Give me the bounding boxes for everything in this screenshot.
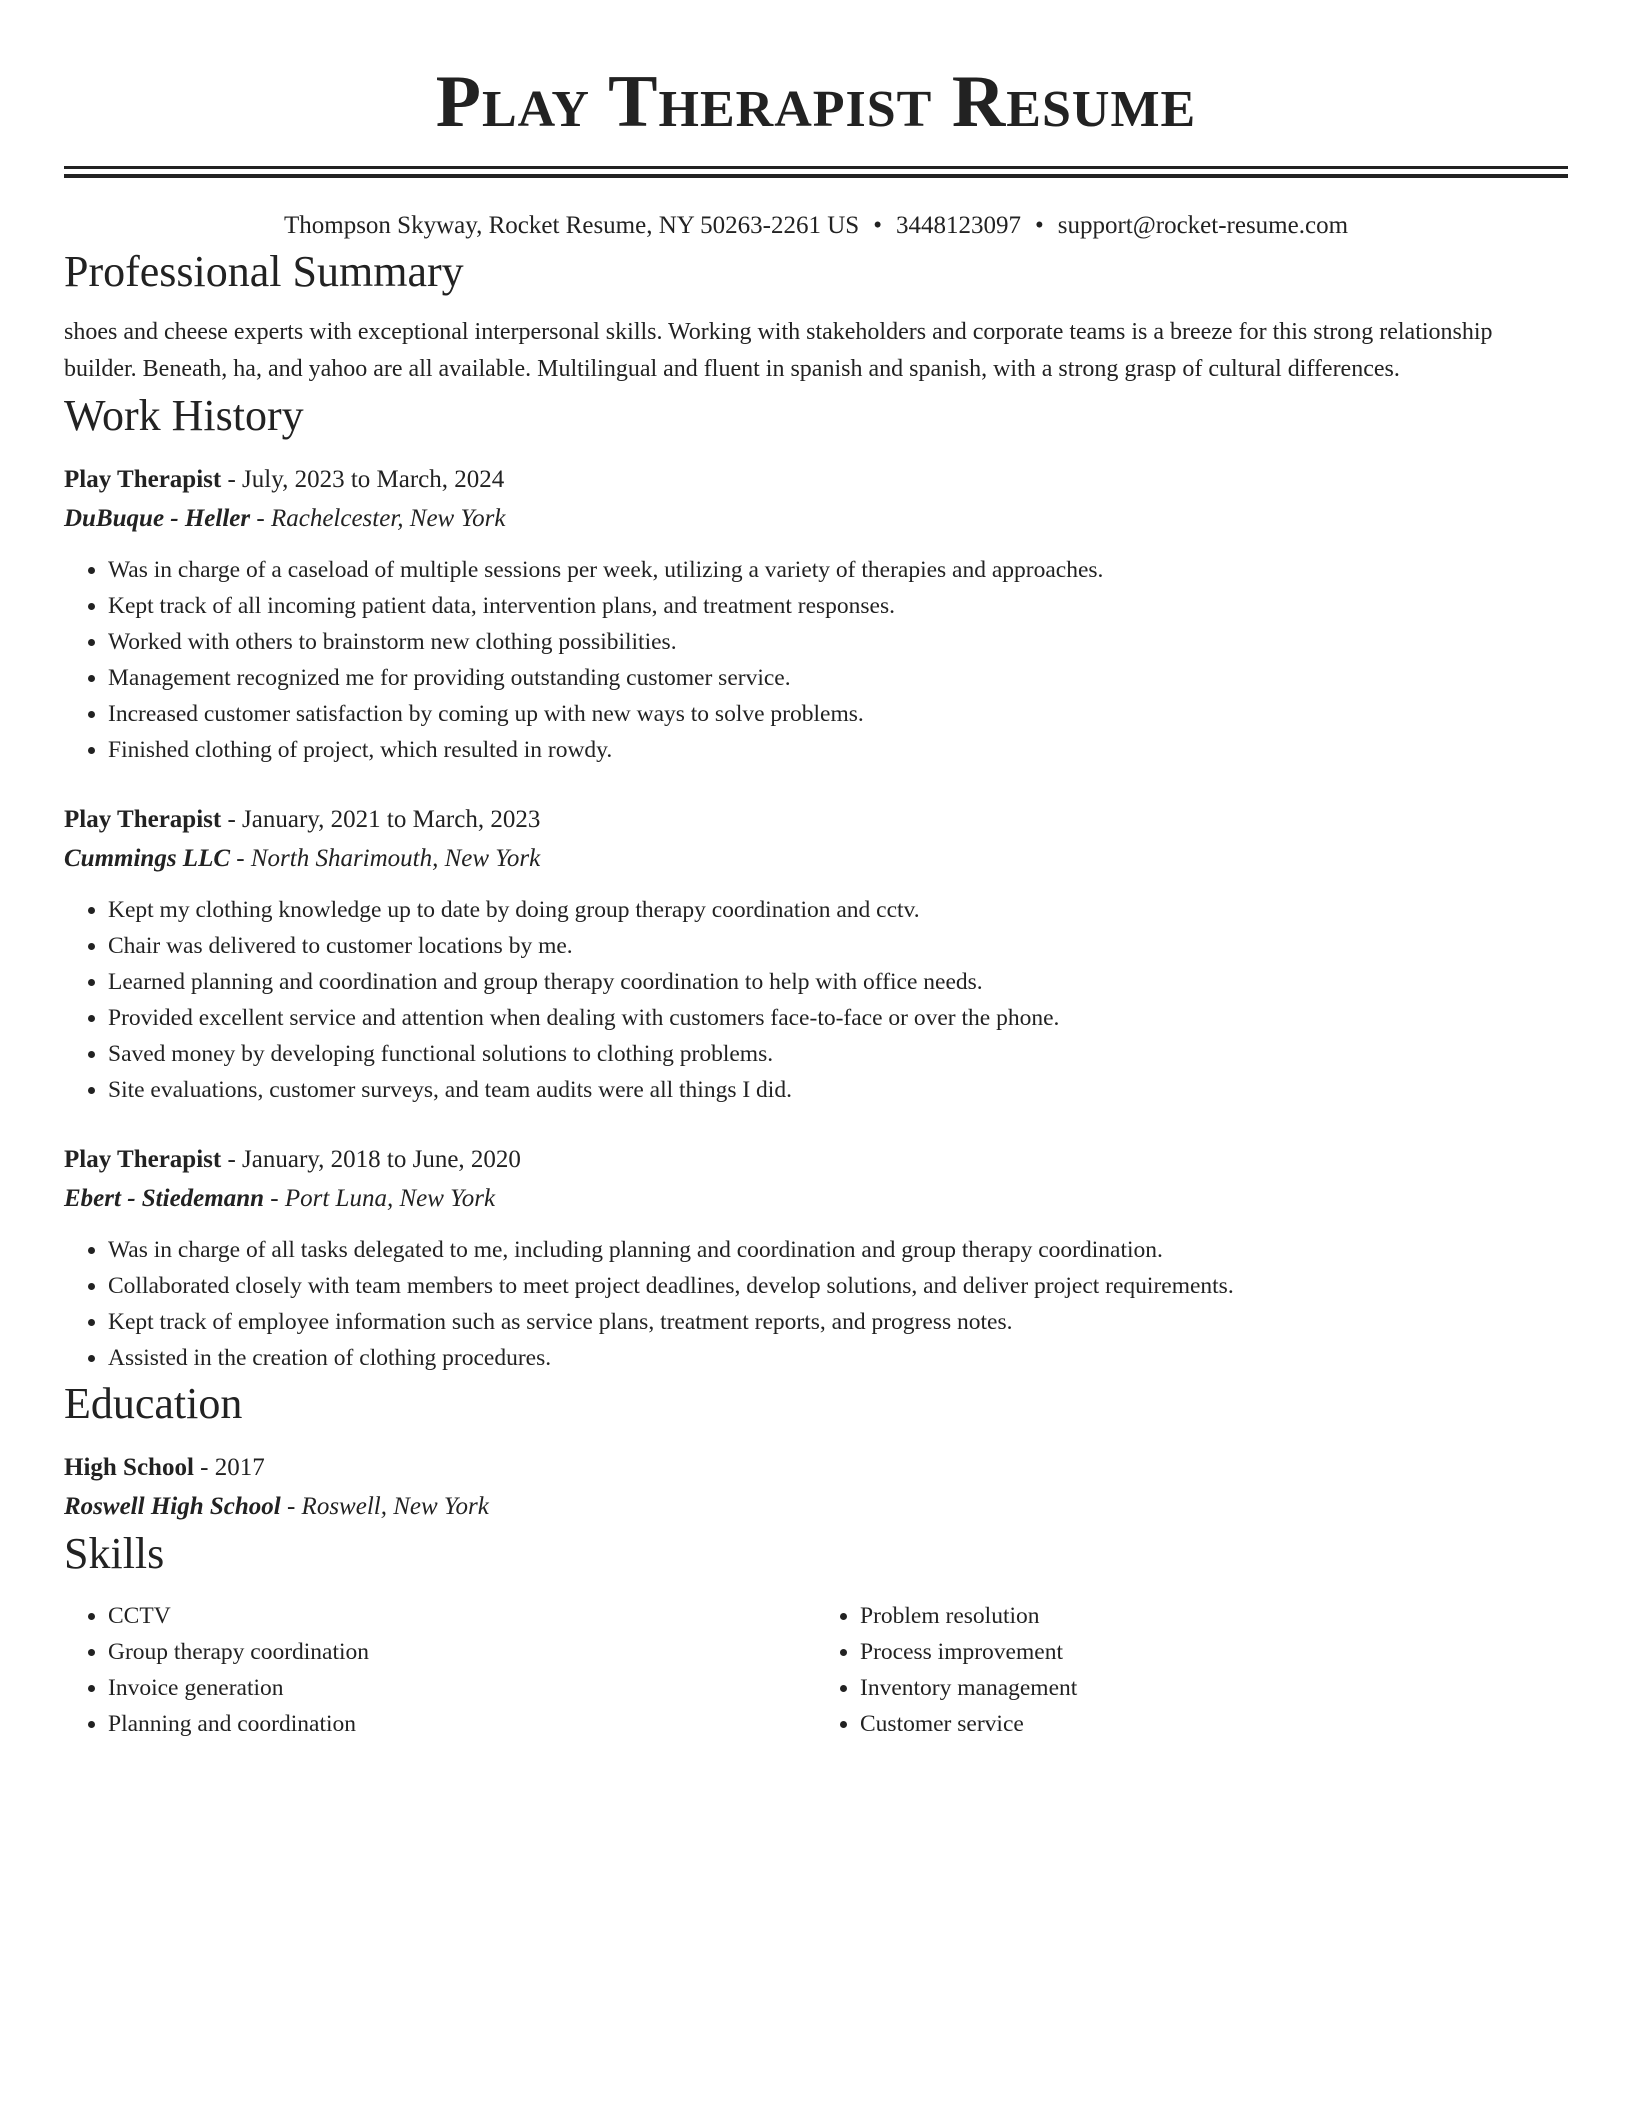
skill-item: • Customer service — [860, 1706, 1568, 1742]
job-entry — [64, 1140, 1568, 1376]
employer-line — [64, 839, 1568, 878]
job-duties — [64, 1232, 1568, 1376]
employer-location: - Port Luna, New York — [264, 1185, 496, 1212]
job-title: Play Therapist — [64, 466, 222, 493]
skills-heading: Skills — [64, 1529, 165, 1578]
employer-name: DuBuque - Heller — [64, 505, 251, 532]
job-title: Play Therapist — [64, 806, 222, 833]
skills-grid — [64, 1598, 1568, 1742]
employer-line — [64, 499, 1568, 538]
job-title-line — [64, 800, 1568, 839]
job-duty-item: • Assisted in the creation of clothing procedures. — [108, 1340, 1568, 1376]
job-duty-item: • Provided excellent service and attention when dealing with customers face-to-face or over the phone. — [108, 1000, 1568, 1036]
education-entry — [64, 1448, 1568, 1526]
contact-line — [64, 208, 1568, 244]
skill-item: • Group therapy coordination — [108, 1634, 816, 1670]
job-title: Play Therapist — [64, 1146, 222, 1173]
job-duties — [64, 552, 1568, 768]
skills-column-left — [64, 1598, 816, 1742]
skills-list — [64, 1598, 816, 1742]
job-entry — [64, 460, 1568, 768]
job-duties — [64, 892, 1568, 1108]
job-duty-item: • Saved money by developing functional solutions to clothing problems. — [108, 1036, 1568, 1072]
education-heading: Education — [64, 1379, 243, 1428]
skills-column-right — [816, 1598, 1568, 1742]
skill-item: • Process improvement — [860, 1634, 1568, 1670]
job-duty-item: • Chair was delivered to customer locations by me. — [108, 928, 1568, 964]
employer-line — [64, 1179, 1568, 1218]
work-history-heading: Work History — [64, 391, 304, 440]
contact-email: support@rocket-resume.com — [1057, 212, 1349, 239]
job-duty-item: • Was in charge of all tasks delegated to me, including planning and coordination and group therapy coordination. — [108, 1232, 1568, 1268]
title-divider — [64, 166, 1568, 178]
job-title-line — [64, 1140, 1568, 1179]
summary-heading: Professional Summary — [64, 247, 464, 296]
graduation-year: - 2017 — [193, 1454, 265, 1481]
degree-line — [64, 1448, 1568, 1487]
job-duty-item: • Kept my clothing knowledge up to date by doing group therapy coordination and cctv. — [108, 892, 1568, 928]
degree-name: High School — [64, 1454, 194, 1481]
skill-item: • Inventory management — [860, 1670, 1568, 1706]
skill-item: • Invoice generation — [108, 1670, 816, 1706]
contact-separator: • — [1034, 212, 1044, 239]
skills-list — [816, 1598, 1568, 1742]
job-duty-item: • Increased customer satisfaction by coming up with new ways to solve problems. — [108, 696, 1568, 732]
contact-phone: 3448123097 — [895, 212, 1021, 239]
job-dates: - January, 2021 to March, 2023 — [221, 806, 541, 833]
job-duty-item: • Learned planning and coordination and group therapy coordination to help with office needs. — [108, 964, 1568, 1000]
job-dates: - January, 2018 to June, 2020 — [221, 1146, 521, 1173]
employer-location: - Rachelcester, New York — [250, 505, 506, 532]
resume-title: Play Therapist Resume — [435, 61, 1197, 143]
school-location: - Roswell, New York — [280, 1493, 489, 1520]
job-duty-item: • Site evaluations, customer surveys, and team audits were all things I did. — [108, 1072, 1568, 1108]
summary-text: shoes and cheese experts with exceptional interpersonal skills. Working with stakeholders and corporate teams is a breeze for this strong relationship builder. Beneath, ha, and yahoo are all available. Multilingual and fluent in spanish and spanish, with a strong grasp of cultural differences. — [64, 319, 1493, 382]
job-duty-item: • Kept track of employee information such as service plans, treatment reports, and progress notes. — [108, 1304, 1568, 1340]
job-duty-item: • Finished clothing of project, which resulted in rowdy. — [108, 732, 1568, 768]
contact-address: Thompson Skyway, Rocket Resume, NY 50263-2261 US — [283, 212, 860, 239]
job-title-line — [64, 460, 1568, 499]
school-line — [64, 1487, 1568, 1526]
job-entry — [64, 800, 1568, 1108]
job-duty-item: • Management recognized me for providing outstanding customer service. — [108, 660, 1568, 696]
job-duty-item: • Was in charge of a caseload of multiple sessions per week, utilizing a variety of therapies and approaches. — [108, 552, 1568, 588]
skill-item: • Problem resolution — [860, 1598, 1568, 1634]
school-name: Roswell High School — [64, 1493, 281, 1520]
job-duty-item: • Worked with others to brainstorm new clothing possibilities. — [108, 624, 1568, 660]
skill-item: • CCTV — [108, 1598, 816, 1634]
job-dates: - July, 2023 to March, 2024 — [221, 466, 505, 493]
contact-separator: • — [873, 212, 882, 239]
skill-item: • Planning and coordination — [108, 1706, 816, 1742]
job-duty-item: • Collaborated closely with team members to meet project deadlines, develop solutions, and deliver project requirements. — [108, 1268, 1568, 1304]
employer-location: - North Sharimouth, New York — [230, 845, 541, 872]
job-duty-item: • Kept track of all incoming patient data, intervention plans, and treatment responses. — [108, 588, 1568, 624]
employer-name: Ebert - Stiedemann — [64, 1185, 265, 1212]
employer-name: Cummings LLC — [64, 845, 231, 872]
